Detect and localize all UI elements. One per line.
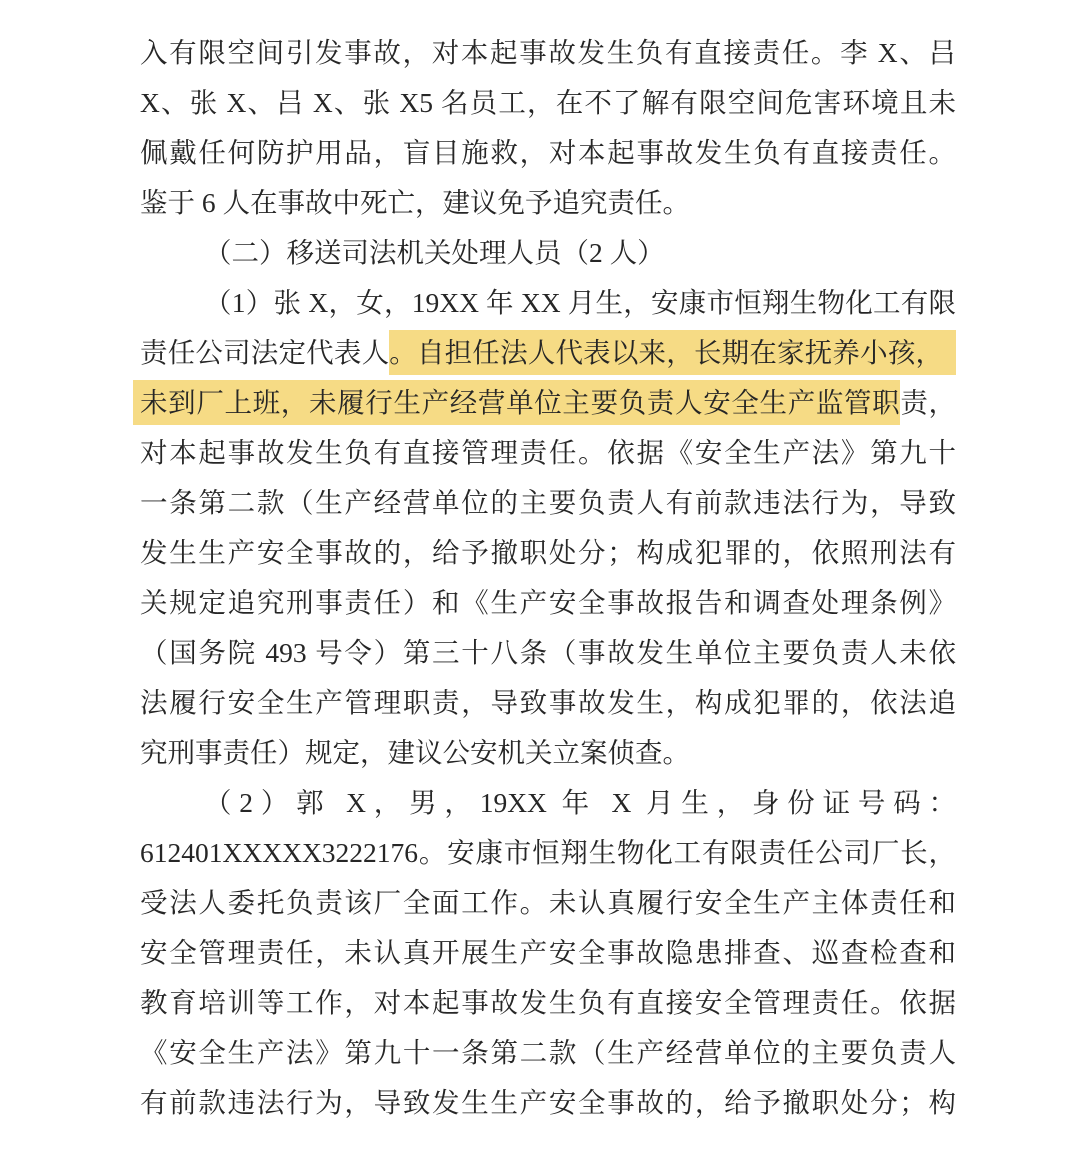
highlighted-text-segment: 未到厂上班，未履行生产经营单位主要负责人安全生产监管职 (133, 380, 900, 425)
document-line-1 (140, 28, 956, 78)
text-segment: 佩戴任何防护用品，盲目施救，对本起事故发生负有直接责任。 (140, 137, 956, 168)
text-segment: 有前款违法行为，导致发生生产安全事故的，给予撤职处分；构 (140, 1087, 956, 1118)
text-segment: （2）郭 X，男，19XX 年 X 月生，身份证号码： (204, 787, 956, 818)
document-line-22 (140, 1078, 956, 1128)
document-line-21 (140, 1028, 956, 1078)
text-segment: 发生生产安全事故的，给予撤职处分；构成犯罪的，依照刑法有 (140, 537, 956, 568)
text-segment: （1）张 X，女，19XX 年 XX 月生，安康市恒翔生物化工有限 (204, 287, 956, 318)
document-line-4 (140, 178, 956, 228)
document-line-9 (140, 428, 956, 478)
document-line-10 (140, 478, 956, 528)
text-segment: （国务院 493 号令）第三十八条（事故发生单位主要负责人未依 (140, 637, 956, 668)
text-segment: 责， (900, 387, 957, 418)
document-line-3 (140, 128, 956, 178)
document-line-13 (140, 628, 956, 678)
document-line-7 (140, 328, 956, 378)
text-segment: 对本起事故发生负有直接管理责任。依据《安全生产法》第九十 (140, 437, 956, 468)
text-segment: 教育培训等工作，对本起事故发生负有直接安全管理责任。依据 (140, 987, 956, 1018)
highlighted-text-segment: 。自担任法人代表以来，长期在家抚养小孩， (389, 330, 956, 375)
text-segment: 《安全生产法》第九十一条第二款（生产经营单位的主要负责人 (140, 1037, 956, 1068)
document-line-18 (140, 878, 956, 928)
document-line-20 (140, 978, 956, 1028)
document-line-15 (140, 728, 956, 778)
text-segment: 受法人委托负责该厂全面工作。未认真履行安全生产主体责任和 (140, 887, 956, 918)
text-segment: 关规定追究刑事责任）和《生产安全事故报告和调查处理条例》 (140, 587, 956, 618)
text-segment: X、张 X、吕 X、张 X5 名员工，在不了解有限空间危害环境且未 (140, 87, 956, 118)
document-line-19 (140, 928, 956, 978)
text-segment: 究刑事责任）规定，建议公安机关立案侦查。 (140, 737, 690, 768)
text-segment: 鉴于 6 人在事故中死亡，建议免予追究责任。 (140, 187, 690, 218)
document-line-8 (140, 378, 956, 428)
document-line-2 (140, 78, 956, 128)
document-line-16 (140, 778, 956, 828)
text-segment: 612401XXXXX3222176。安康市恒翔生物化工有限责任公司厂长， (140, 837, 956, 868)
document-line-11 (140, 528, 956, 578)
text-segment: 安全管理责任，未认真开展生产安全事故隐患排查、巡查检查和 (140, 937, 956, 968)
text-segment: 法履行安全生产管理职责，导致事故发生，构成犯罪的，依法追 (140, 687, 956, 718)
text-segment: 入有限空间引发事故，对本起事故发生负有直接责任。李 X、吕 (140, 37, 956, 68)
document-line-14 (140, 678, 956, 728)
document-body (140, 28, 956, 1128)
document-line-6 (140, 278, 956, 328)
text-segment: 责任公司法定代表人 (140, 337, 390, 368)
document-line-5 (140, 228, 956, 278)
document-line-17 (140, 828, 956, 878)
text-segment: 一条第二款（生产经营单位的主要负责人有前款违法行为，导致 (140, 487, 956, 518)
document-line-12 (140, 578, 956, 628)
text-segment: （二）移送司法机关处理人员（2 人） (204, 237, 665, 268)
